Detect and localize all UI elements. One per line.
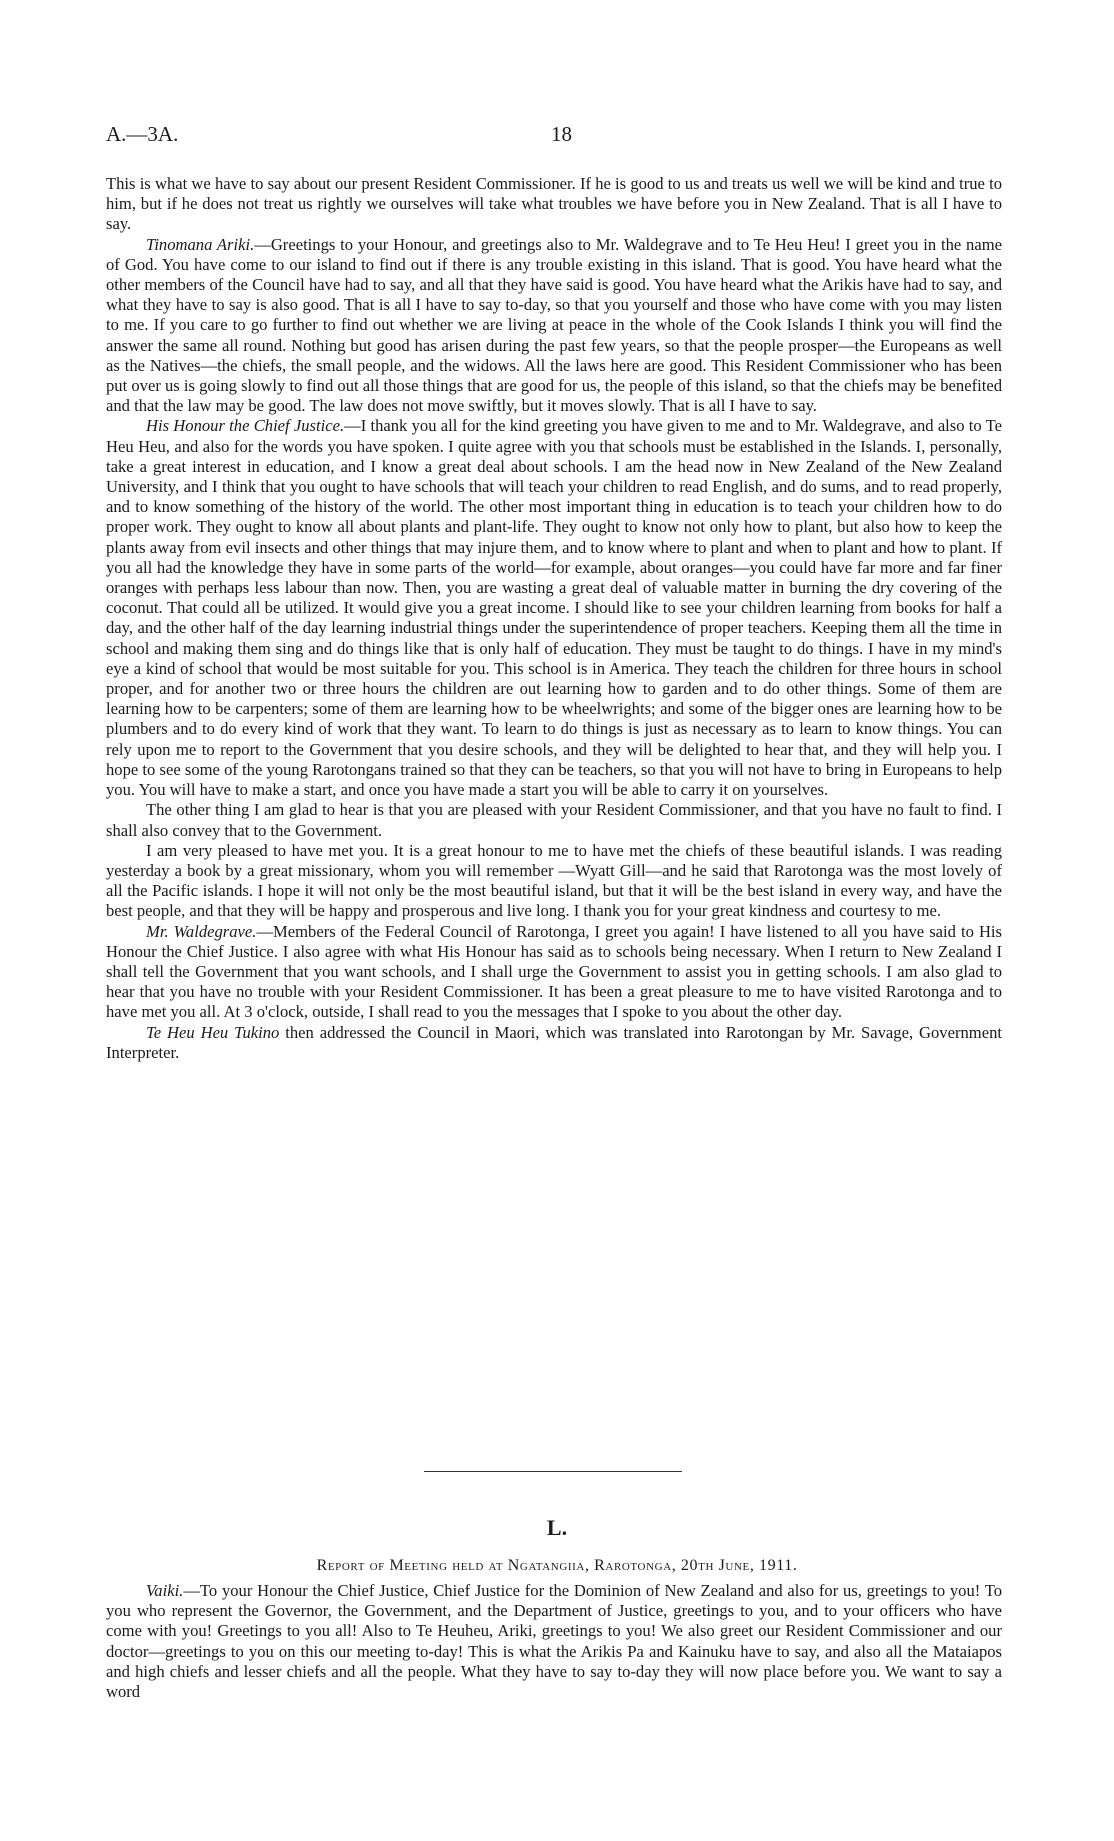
- section-number: L.: [546, 1515, 568, 1540]
- paragraph: [106, 174, 1002, 235]
- paragraph: [106, 416, 1002, 800]
- running-header: [106, 122, 1006, 152]
- paragraph: [106, 922, 1002, 1023]
- paragraph: [106, 800, 1002, 840]
- paragraph-text: then addressed the Council in Maori, which was translated into Rarotongan by Mr. Savage, Government Interpreter.: [106, 1022, 1002, 1062]
- parliamentary-paper-reference: A.—3A.: [106, 122, 179, 146]
- paragraph-text: —Greetings to your Honour, and greetings also to Mr. Waldegrave and to Te Heu Heu! I greet you in the name of God. You have come to our island to find out if there is any trouble existing in this island. That is good. You have heard what the other members of the Council have had to say, and all that they have said is good. You have heard what the Arikis have had to say, and what they have to say is also good. That is all I have to say to-day, so that you yourself and those who have come with you may listen to me. If you care to go further to find out whether we are living at peace in the whole of the Cook Islands I think you will find the answer the same all round. Nothing but good has arisen during the past few years, so that the people prosper—the Europeans as well as the Natives—the chiefs, the small people, and the widows. All the laws here are good. This Resident Commissioner who has been put over us is going slowly to find out all those things that are good for us, the people of this island, so that the chiefs may be benefited and that the law may be good. The law does not move swiftly, but it moves slowly. That is all I have to say.: [106, 234, 1002, 416]
- speaker-name: Tinomana Ariki.: [146, 234, 255, 254]
- section-heading: Report of Meeting held at Ngatangiia, Rarotonga, 20th June, 1911.: [316, 1557, 798, 1574]
- speaker-name: His Honour the Chief Justice.: [146, 416, 345, 436]
- section-body-text: [106, 1581, 1002, 1702]
- paragraph-text: The other thing I am glad to hear is that you are pleased with your Resident Commissioner, and that you have no fault to find. I shall also convey that to the Government.: [106, 800, 1002, 840]
- paragraph: [106, 235, 1002, 417]
- paragraph-text: —To your Honour the Chief Justice, Chief Justice for the Dominion of New Zealand and also for us, greetings to you! To you who represent the Governor, the Government, and the Department of Justice, greetings to you, and to your officers who have come with you! Greetings to you all! Also to Te Heuheu, Ariki, greetings to you! We also greet our Resident Commissioner and our doctor—greetings to you on this our meeting to-day! This is what the Arikis Pa and Kainuku have to say, and also all the Mataiapos and high chiefs and lesser chiefs and all the people. What they have to say to-day they will now place before you. We want to say a word: [106, 1581, 1002, 1702]
- speaker-name: Mr. Waldegrave.: [146, 921, 257, 941]
- section-divider: [424, 1471, 682, 1472]
- paragraph: [106, 841, 1002, 922]
- paragraph-text: This is what we have to say about our present Resident Commissioner. If he is good to us and treats us well we will be kind and true to him, but if he does not treat us rightly we ourselves will take what troubles we have before you in New Zealand. That is all I have to say.: [106, 174, 1002, 234]
- paragraph-text: I am very pleased to have met you. It is a great honour to me to have met the chiefs of these beautiful islands. I was reading yesterday a book by a great missionary, whom you will remember —Wyatt Gill—and he said that Rarotonga was the most lovely of all the Pacific islands. I hope it will not only be the most beautiful island, but that it will be the best island in every way, and have the best people, and that they will be happy and prosperous and live long. I thank you for your great kindness and courtesy to me.: [106, 840, 1002, 921]
- paragraph-text: —I thank you all for the kind greeting you have given to me and to Mr. Waldegrave, and also to Te Heu Heu, and also for the words you have spoken. I quite agree with you that schools must be established in the Islands. I, personally, take a great interest in education, and I know a great deal about schools. I am the head now in New Zealand of the New Zealand University, and I think that you ought to have schools that will teach your children to read English, and do sums, and to read properly, and to know something of the history of the world. The other most important thing in education is to teach your children how to do proper work. They ought to know all about plants and plant-life. They ought to know not only how to plant, but also how to keep the plants away from evil insects and other things that may injure them, and to know where to plant and when to plant and how to plant. If you all had the knowledge they have in some parts of the world—for example, about oranges—you could have far more and far finer oranges with perhaps less labour than now. Then, you are wasting a great deal of valuable matter in burning the dry covering of the coconut. That could all be utilized. It would give you a great income. I should like to see your children learning from books for half a day, and the other half of the day learning industrial things under the superintendence of proper teachers. Keeping them all the time in school and making them sing and do things like that is only half of education. They must be taught to do things. I have in my mind's eye a kind of school that would be most suitable for you. This school is in America. They teach the children for three hours in school proper, and for another two or three hours the children are out learning how to garden and to do other things. Some of them are learning how to be carpenters; some of them are learning how to be wheelwrights; and some of the bigger ones are learning how to be plumbers and to do every kind of work that they want. To learn to do things is just as necessary as to learn to know things. You can rely upon me to report to the Government that you desire schools, and they will be delighted to hear that, and they will help you. I hope to see some of the young Rarotongans trained so that they can be teachers, so that you will not have to bring in Europeans to help you. You will have to make a start, and once you have made a start you will be able to carry it on yourselves.: [106, 416, 1002, 800]
- paragraph: [106, 1581, 1002, 1702]
- speaker-name: Vaiki.: [146, 1581, 184, 1600]
- paragraph-text: —Members of the Federal Council of Rarotonga, I greet you again! I have listened to all you have said to His Honour the Chief Justice. I also agree with what His Honour has said as to schools being necessary. When I return to New Zealand I shall tell the Government that you want schools, and I shall urge the Government to assist you in getting schools. I am also glad to hear that you have no trouble with your Resident Commissioner. It has been a great pleasure to me to have visited Rarotonga and to have met you all. At 3 o'clock, outside, I shall read to you the messages that I spoke to you about the other day.: [106, 921, 1002, 1022]
- speaker-name: Te Heu Heu Tukino: [146, 1022, 280, 1042]
- page-number: 18: [551, 122, 572, 146]
- body-text: [106, 174, 1002, 1063]
- paragraph: [106, 1023, 1002, 1063]
